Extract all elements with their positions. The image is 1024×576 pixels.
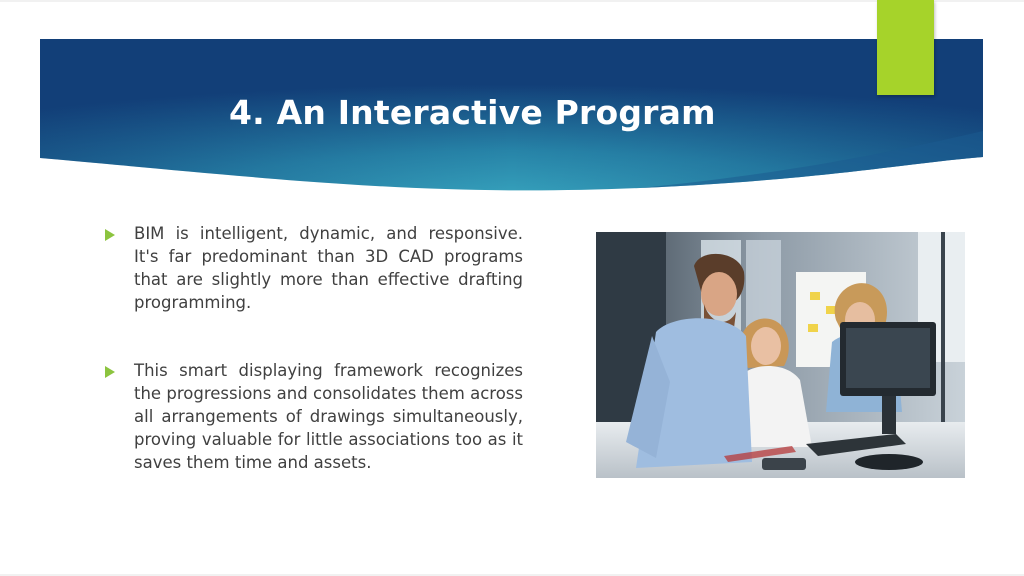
slide-title: 4. An Interactive Program — [229, 93, 716, 132]
triangle-bullet-icon — [105, 366, 115, 378]
triangle-bullet-icon — [105, 229, 115, 241]
office-team-photo — [596, 232, 965, 478]
bullet-text: This smart displaying framework recognizes the progressions and consolidates them across all arrangements of drawings simultaneously, proving valuable for little associations too as it saves them time and assets. — [134, 361, 523, 472]
accent-tab — [877, 0, 934, 95]
bullet-text: BIM is intelligent, dynamic, and responsive. It's far predominant than 3D CAD programs that are slightly more than effective drafting programming. — [134, 224, 523, 312]
